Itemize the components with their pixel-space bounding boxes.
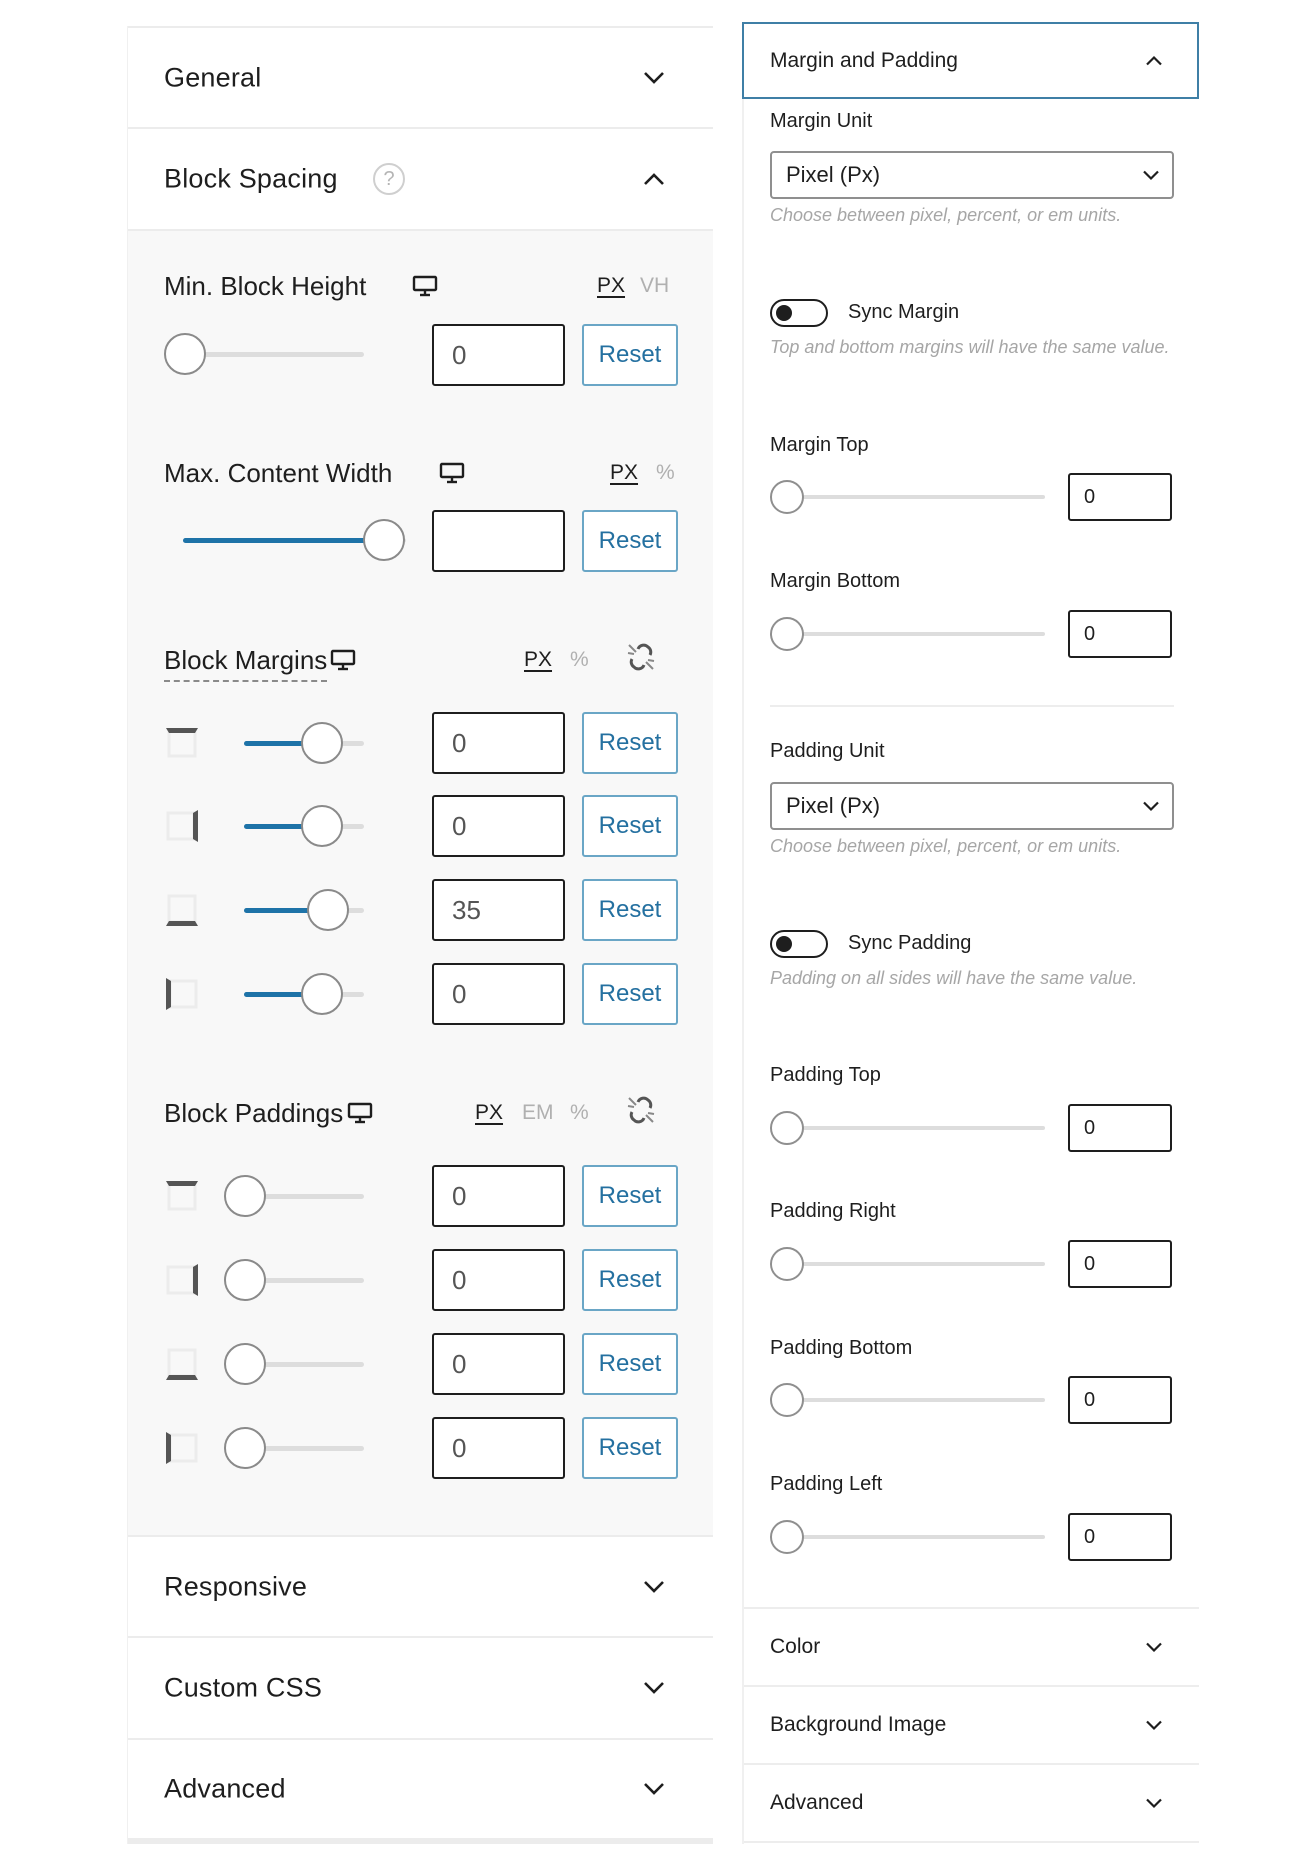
section-general[interactable] bbox=[128, 26, 713, 127]
selected-value: Pixel (Px) bbox=[786, 162, 881, 187]
section-responsive[interactable] bbox=[128, 1535, 713, 1636]
margin-top-slider[interactable] bbox=[770, 480, 1045, 514]
chevron-up-icon bbox=[1145, 55, 1163, 66]
section-title: Margin and Padding bbox=[770, 48, 958, 72]
padding-bottom-slider[interactable] bbox=[770, 1383, 1045, 1417]
slider-thumb[interactable] bbox=[770, 480, 804, 514]
padding-top-label: Padding Top bbox=[770, 1064, 881, 1086]
chevron-down-icon bbox=[1142, 801, 1160, 812]
padding-bottom-input[interactable]: 0 bbox=[432, 1333, 565, 1395]
slider-thumb[interactable] bbox=[770, 1247, 804, 1281]
padding-unit-label: Padding Unit bbox=[770, 740, 885, 762]
padding-unit-select[interactable] bbox=[770, 782, 1174, 830]
margin-unit-help: Choose between pixel, percent, or em units. bbox=[770, 205, 1122, 225]
slider-thumb[interactable] bbox=[770, 1111, 804, 1145]
sync-padding-label: Sync Padding bbox=[848, 932, 972, 954]
margin-and-padding-header[interactable] bbox=[742, 22, 1199, 99]
side-bottom-icon bbox=[164, 1346, 200, 1382]
block-margins-label: Block Margins bbox=[164, 645, 327, 682]
section-advanced[interactable] bbox=[128, 1738, 713, 1844]
slider-thumb[interactable] bbox=[301, 722, 343, 764]
divider bbox=[770, 705, 1174, 707]
section-block-spacing[interactable] bbox=[128, 127, 713, 228]
reset-button[interactable]: Reset bbox=[582, 1165, 678, 1227]
padding-left-slider[interactable] bbox=[224, 1427, 364, 1469]
chevron-down-icon bbox=[643, 1782, 665, 1796]
chevron-down-icon bbox=[643, 71, 665, 85]
padding-left-label: Padding Left bbox=[770, 1473, 883, 1495]
side-top-icon bbox=[164, 725, 200, 761]
slider-thumb[interactable] bbox=[224, 1259, 266, 1301]
margin-top-input[interactable]: 0 bbox=[432, 712, 565, 774]
padding-right-input[interactable]: 0 bbox=[1068, 1240, 1172, 1288]
unit-vh[interactable]: VH bbox=[640, 274, 670, 297]
section-advanced[interactable] bbox=[744, 1763, 1199, 1843]
section-background-image[interactable] bbox=[744, 1685, 1199, 1763]
margin-bottom-slider[interactable] bbox=[770, 617, 1045, 651]
unit-percent[interactable]: % bbox=[570, 1101, 589, 1124]
padding-bottom-slider[interactable] bbox=[224, 1343, 364, 1385]
reset-button[interactable]: Reset bbox=[582, 1249, 678, 1311]
toggle-knob bbox=[776, 305, 792, 321]
section-color[interactable] bbox=[744, 1607, 1199, 1685]
reset-button[interactable]: Reset bbox=[582, 1333, 678, 1395]
side-left-icon bbox=[164, 976, 200, 1012]
chevron-down-icon bbox=[1145, 1720, 1163, 1731]
slider-thumb[interactable] bbox=[224, 1427, 266, 1469]
padding-top-slider[interactable] bbox=[770, 1111, 1045, 1145]
unlink-icon[interactable] bbox=[624, 640, 658, 674]
slider-thumb[interactable] bbox=[363, 519, 405, 561]
max-content-width-label: Max. Content Width bbox=[164, 458, 393, 488]
desktop-icon[interactable] bbox=[412, 275, 438, 297]
side-left-icon bbox=[164, 1430, 200, 1466]
slider-thumb[interactable] bbox=[770, 1383, 804, 1417]
padding-top-input[interactable]: 0 bbox=[432, 1165, 565, 1227]
margin-bottom-input[interactable]: 0 bbox=[1068, 610, 1172, 658]
side-right-icon bbox=[164, 808, 200, 844]
reset-button[interactable]: Reset bbox=[582, 324, 678, 386]
padding-right-label: Padding Right bbox=[770, 1200, 896, 1222]
slider-thumb[interactable] bbox=[301, 973, 343, 1015]
padding-unit-help: Choose between pixel, percent, or em units. bbox=[770, 836, 1122, 856]
side-right-icon bbox=[164, 1262, 200, 1298]
unlink-icon[interactable] bbox=[624, 1093, 658, 1127]
margin-top-input[interactable]: 0 bbox=[1068, 473, 1172, 521]
max-content-width-slider[interactable] bbox=[183, 519, 406, 561]
toggle-knob bbox=[776, 936, 792, 952]
min-block-height-input[interactable]: 0 bbox=[432, 324, 565, 386]
section-title: Block Spacing bbox=[164, 163, 338, 193]
section-title: Color bbox=[770, 1635, 821, 1658]
section-title: Responsive bbox=[164, 1571, 308, 1601]
max-content-width-input[interactable] bbox=[432, 510, 565, 572]
margin-unit-select[interactable] bbox=[770, 151, 1174, 199]
slider-thumb[interactable] bbox=[301, 805, 343, 847]
reset-button[interactable]: Reset bbox=[582, 879, 678, 941]
margin-padding-panel bbox=[742, 22, 1197, 1844]
section-custom-css[interactable] bbox=[128, 1636, 713, 1737]
chevron-down-icon bbox=[1145, 1642, 1163, 1653]
unit-percent[interactable]: % bbox=[656, 461, 675, 484]
margin-bottom-input[interactable]: 35 bbox=[432, 879, 565, 941]
help-icon[interactable]: ? bbox=[373, 163, 405, 195]
padding-left-slider[interactable] bbox=[770, 1520, 1045, 1554]
unit-em[interactable]: EM bbox=[522, 1101, 554, 1124]
reset-button[interactable]: Reset bbox=[582, 510, 678, 572]
side-top-icon bbox=[164, 1178, 200, 1214]
reset-button[interactable]: Reset bbox=[582, 795, 678, 857]
unit-px[interactable]: PX bbox=[610, 461, 639, 484]
slider-thumb[interactable] bbox=[224, 1343, 266, 1385]
reset-button[interactable]: Reset bbox=[582, 712, 678, 774]
margin-left-input[interactable]: 0 bbox=[432, 963, 565, 1025]
block-settings-panel bbox=[127, 26, 712, 1844]
unit-px[interactable]: PX bbox=[524, 648, 553, 671]
padding-bottom-input[interactable]: 0 bbox=[1068, 1376, 1172, 1424]
padding-bottom-label: Padding Bottom bbox=[770, 1337, 913, 1359]
desktop-icon[interactable] bbox=[347, 1102, 373, 1124]
sync-padding-help: Padding on all sides will have the same value. bbox=[770, 968, 1138, 988]
margin-left-slider[interactable] bbox=[244, 973, 364, 1015]
unit-percent[interactable]: % bbox=[570, 648, 589, 671]
block-paddings-label: Block Paddings bbox=[164, 1098, 344, 1128]
slider-thumb[interactable] bbox=[770, 1520, 804, 1554]
chevron-down-icon bbox=[643, 1580, 665, 1594]
margin-bottom-label: Margin Bottom bbox=[770, 570, 901, 592]
min-block-height-slider[interactable] bbox=[164, 333, 364, 375]
section-title: General bbox=[164, 62, 262, 92]
margin-top-slider[interactable] bbox=[244, 722, 364, 764]
padding-right-slider[interactable] bbox=[224, 1259, 364, 1301]
padding-right-input[interactable]: 0 bbox=[432, 1249, 565, 1311]
padding-right-slider[interactable] bbox=[770, 1247, 1045, 1281]
padding-top-slider[interactable] bbox=[224, 1175, 364, 1217]
margin-bottom-slider[interactable] bbox=[244, 889, 364, 931]
sync-margin-toggle[interactable] bbox=[770, 299, 828, 327]
padding-left-input[interactable]: 0 bbox=[1068, 1513, 1172, 1561]
margin-right-slider[interactable] bbox=[244, 805, 364, 847]
desktop-icon[interactable] bbox=[439, 462, 465, 484]
sync-margin-label: Sync Margin bbox=[848, 301, 960, 323]
unit-px[interactable]: PX bbox=[597, 274, 626, 297]
chevron-down-icon bbox=[1142, 170, 1160, 181]
margin-right-input[interactable]: 0 bbox=[432, 795, 565, 857]
chevron-down-icon bbox=[1145, 1798, 1163, 1809]
selected-value: Pixel (Px) bbox=[786, 793, 881, 818]
min-block-height-label: Min. Block Height bbox=[164, 271, 367, 301]
chevron-down-icon bbox=[643, 1681, 665, 1695]
section-title: Custom CSS bbox=[164, 1672, 323, 1702]
desktop-icon[interactable] bbox=[330, 649, 356, 671]
section-title: Advanced bbox=[164, 1773, 286, 1804]
block-spacing-body bbox=[128, 229, 713, 1536]
sync-margin-help: Top and bottom margins will have the same value. bbox=[770, 337, 1170, 357]
section-title: Background Image bbox=[770, 1713, 947, 1736]
section-title: Advanced bbox=[770, 1791, 864, 1814]
side-bottom-icon bbox=[164, 892, 200, 928]
margin-top-label: Margin Top bbox=[770, 434, 869, 456]
slider-thumb[interactable] bbox=[770, 617, 804, 651]
padding-top-input[interactable]: 0 bbox=[1068, 1104, 1172, 1152]
unit-px[interactable]: PX bbox=[475, 1101, 504, 1124]
slider-thumb[interactable] bbox=[307, 889, 349, 931]
slider-thumb[interactable] bbox=[164, 333, 206, 375]
slider-thumb[interactable] bbox=[224, 1175, 266, 1217]
sync-padding-toggle[interactable] bbox=[770, 930, 828, 958]
reset-button[interactable]: Reset bbox=[582, 1417, 678, 1479]
reset-button[interactable]: Reset bbox=[582, 963, 678, 1025]
padding-left-input[interactable]: 0 bbox=[432, 1417, 565, 1479]
margin-unit-label: Margin Unit bbox=[770, 110, 873, 132]
chevron-up-icon bbox=[643, 172, 665, 186]
